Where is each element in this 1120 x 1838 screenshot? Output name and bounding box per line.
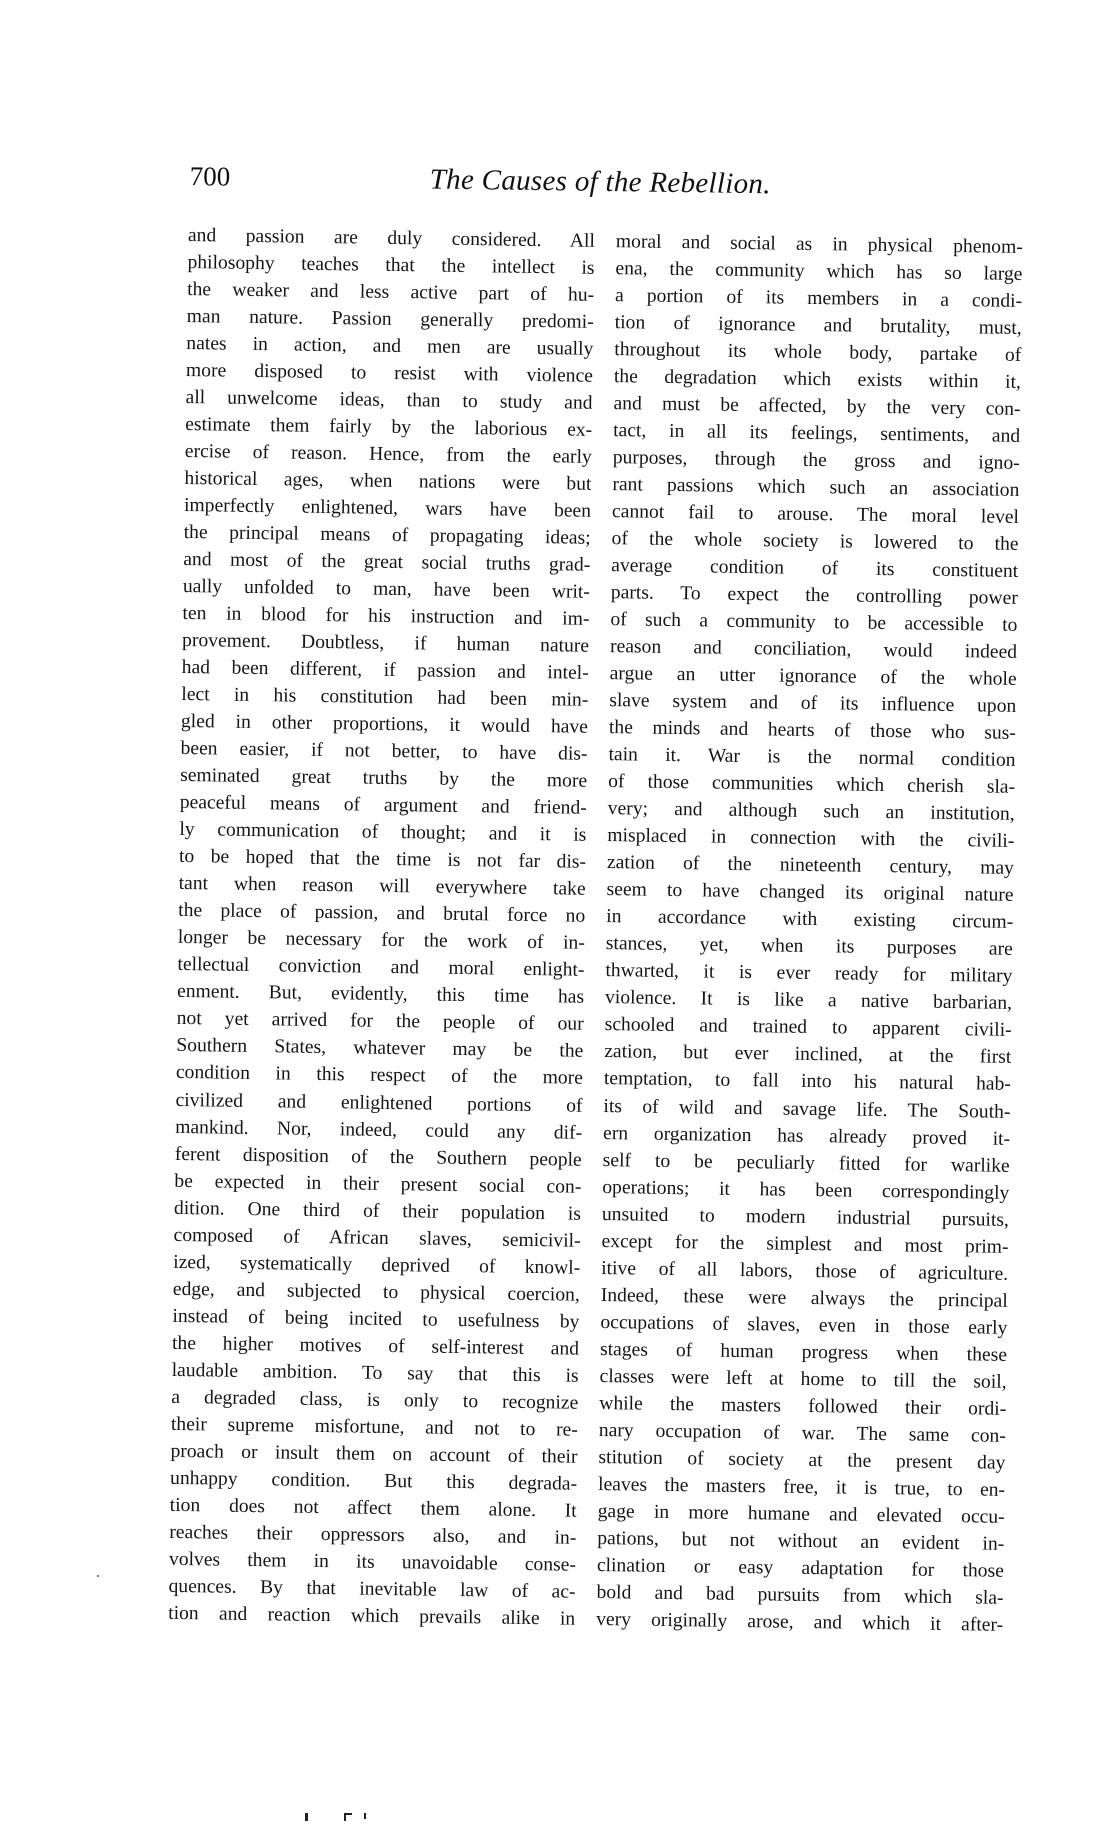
text-line: leaves the masters free, it is true, to en- (597, 1473, 1006, 1501)
text-line: ena, the community which has so large (615, 258, 1023, 285)
text-line: and must be affected, by the very con- (613, 393, 1021, 421)
text-line: the place of passion, and brutal force no (178, 900, 586, 928)
text-line: tion does not affect them alone. It (169, 1494, 577, 1522)
text-line: imperfectly enlightened, wars have been (183, 495, 592, 522)
scan-mark (344, 1813, 346, 1821)
text-line: dition. One third of their population is (173, 1197, 582, 1225)
text-line: stitution of society at the present day (598, 1446, 1006, 1474)
text-line: historical ages, when nations were but (184, 468, 592, 495)
text-line: violence. It is like a native barbarian, (604, 987, 1013, 1015)
text-line: its of wild and savage life. The South- (603, 1095, 1011, 1123)
text-line: stages of human progress when these (599, 1338, 1008, 1366)
text-line: unhappy condition. But this degrada- (169, 1467, 578, 1495)
text-line: of such a community to be accessible to (610, 609, 1018, 637)
text-line: pations, but not without an evident in- (597, 1527, 1005, 1555)
text-line: reason and conciliation, would indeed (609, 636, 1018, 664)
text-line: and passion are duly considered. All (187, 224, 596, 252)
text-line: very originally arose, and which it after- (596, 1608, 1004, 1636)
text-line: of the whole society is lowered to the (611, 528, 1019, 556)
text-line: a degraded class, is only to recognize (171, 1386, 579, 1414)
text-line: seminated great truths by the more (180, 765, 588, 793)
text-line: ten in blood for his instruction and im- (182, 603, 590, 630)
text-line: the minds and hearts of those who sus- (608, 717, 1017, 745)
text-line: Indeed, these were always the principal (600, 1284, 1008, 1312)
text-line: quences. By that inevitable law of ac- (168, 1575, 576, 1603)
text-line: rant passions which such an association (612, 474, 1020, 502)
text-line: not yet arrived for the people of our (176, 1008, 584, 1036)
right-column (596, 228, 1023, 1638)
text-line: and most of the great social truths grad- (183, 549, 591, 576)
text-line: tant when reason will everywhere take (178, 873, 586, 901)
text-line: itive of all labors, those of agriculture. (601, 1257, 1009, 1285)
text-line: nary occupation of war. The same con- (598, 1419, 1006, 1447)
text-line: their supreme misfortune, and not to re- (170, 1413, 579, 1441)
scan-mark (364, 1813, 366, 1819)
text-line: tion and reaction which prevails alike in (168, 1602, 576, 1630)
page-number: 700 (189, 161, 231, 192)
text-line: peaceful means of argument and friend- (179, 792, 587, 820)
text-line: a portion of its members in a condi- (614, 285, 1023, 312)
text-line: moral and social as in physical phenom- (615, 231, 1023, 258)
text-line: tellectual conviction and moral enlight- (177, 954, 585, 982)
running-title: The Causes of the Rebellion. (429, 163, 772, 201)
scan-speck (97, 1575, 99, 1577)
text-line: edge, and subjected to physical coercion, (172, 1278, 580, 1306)
text-line: argue an utter ignorance of the whole (609, 663, 1017, 691)
text-line: ized, systematically deprived of knowl- (173, 1251, 581, 1279)
text-line: zation, but ever inclined, at the first (604, 1041, 1012, 1069)
text-line: provement. Doubtless, if human nature (181, 630, 590, 658)
text-line: to be hoped that the time is not far dis- (178, 846, 587, 874)
text-line: purposes, through the gross and igno- (612, 447, 1020, 475)
text-line: instead of being incited to usefulness by (172, 1305, 580, 1333)
text-line: throughout its whole body, partake of (614, 339, 1022, 366)
text-line: ferent disposition of the Southern people (174, 1143, 582, 1171)
text-line: gage in more humane and elevated occu- (597, 1500, 1005, 1528)
text-line: civilized and enlightened portions of (175, 1089, 583, 1117)
text-line: cannot fail to arouse. The moral level (611, 501, 1020, 529)
text-line: nates in action, and men are usually (186, 333, 594, 360)
text-line: reaches their oppressors also, and in- (169, 1521, 577, 1549)
text-line: gled in other proportions, it would have (180, 711, 589, 739)
text-line: longer be necessary for the work of in- (177, 927, 585, 955)
text-line: be expected in their present social con- (174, 1170, 582, 1198)
text-line: tion of ignorance and brutality, must, (614, 312, 1022, 339)
text-line: slave system and of its influence upon (609, 690, 1017, 718)
text-line: philosophy teaches that the intellect is (187, 252, 595, 279)
text-line: except for the simplest and most prim- (601, 1230, 1009, 1258)
text-line: the degradation which exists within it, (613, 366, 1022, 394)
scan-mark (305, 1813, 308, 1821)
text-line: more disposed to resist with violence (185, 360, 594, 387)
text-line: clination or easy adaptation for those (596, 1554, 1005, 1582)
text-line: ercise of reason. Hence, from the early (184, 441, 592, 468)
text-line: seem to have changed its original nature (606, 879, 1014, 907)
text-line: ern organization has already proved it- (602, 1122, 1011, 1150)
text-line: very; and although such an institution, (607, 798, 1015, 826)
text-line: Southern States, whatever may be the (176, 1035, 584, 1063)
text-line: enment. But, evidently, this time has (176, 981, 585, 1009)
text-line: thwarted, it is ever ready for military (605, 960, 1013, 988)
text-line: operations; it has been correspondingly (602, 1176, 1010, 1204)
text-line: schooled and trained to apparent civili- (604, 1014, 1012, 1042)
text-line: tain it. War is the normal condition (608, 744, 1016, 772)
text-line: mankind. Nor, indeed, could any dif- (175, 1116, 583, 1144)
text-line: self to be peculiarly fitted for warlike (602, 1149, 1010, 1177)
text-line: ually unfolded to man, have been writ- (182, 576, 591, 603)
text-line: unsuited to modern industrial pursuits, (601, 1203, 1010, 1231)
text-line: occupations of slaves, even in those early (600, 1311, 1008, 1339)
text-line: while the masters followed their ordi- (599, 1392, 1007, 1420)
text-line: had been different, if passion and intel- (181, 657, 589, 685)
text-line: of those communities which cherish sla- (607, 771, 1016, 799)
text-line: misplaced in connection with the civili- (607, 825, 1015, 853)
text-line: temptation, to fall into his natural hab- (603, 1068, 1011, 1096)
text-line: all unwelcome ideas, than to study and (185, 387, 593, 414)
text-line: the higher motives of self-interest and (171, 1332, 580, 1360)
text-line: been easier, if not better, to have dis- (180, 738, 588, 766)
text-line: classes were left at home to till the soil, (599, 1365, 1007, 1393)
text-line: the principal means of propagating ideas; (183, 522, 591, 549)
text-line: proach or insult them on account of their (170, 1440, 578, 1468)
text-line: zation of the nineteenth century, may (606, 852, 1015, 880)
text-line: composed of African slaves, semicivil- (173, 1224, 581, 1252)
text-line: parts. To expect the controlling power (610, 582, 1018, 610)
text-line: average condition of its constituent (611, 555, 1019, 583)
text-line: estimate them fairly by the laborious ex- (185, 414, 593, 441)
text-line: condition in this respect of the more (175, 1062, 584, 1090)
text-line: man nature. Passion generally predomi- (186, 306, 594, 333)
text-line: laudable ambition. To say that this is (171, 1359, 579, 1387)
text-line: volves them in its unavoidable conse- (168, 1548, 577, 1576)
text-line: in accordance with existing circum- (606, 906, 1014, 934)
text-line: stances, yet, when its purposes are (605, 933, 1013, 961)
text-line: bold and bad pursuits from which sla- (596, 1581, 1004, 1609)
left-column (168, 222, 595, 1632)
text-line: the weaker and less active part of hu- (186, 279, 595, 306)
text-line: ly communication of thought; and it is (179, 819, 587, 847)
text-line: tact, in all its feelings, sentiments, and (613, 420, 1021, 448)
text-line: lect in his constitution had been min- (181, 684, 589, 712)
